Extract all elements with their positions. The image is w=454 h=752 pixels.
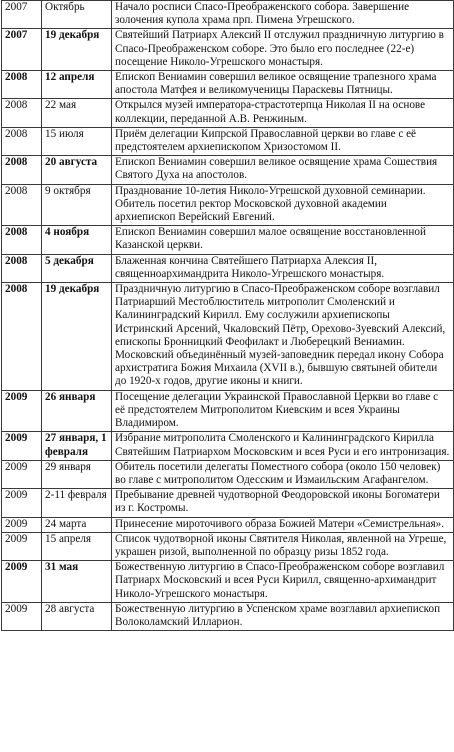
table-row <box>2 254 454 282</box>
year-cell: 2008 <box>2 254 42 282</box>
event-cell: Епископ Вениамин совершил великое освящение трапезного храма апостола Матфея и великомученицы Параскевы Пятницы. <box>112 71 454 99</box>
table-row <box>2 156 454 184</box>
table-row <box>2 29 454 71</box>
event-cell: Епископ Вениамин совершил великое освящение храма Сошествия Святого Духа на апостолов. <box>112 156 454 184</box>
date-cell: 19 декабря <box>42 283 112 391</box>
event-cell: Приём делегации Кипрской Православной церкви во главе с её предстоятелем архиепископом Хризостомом II. <box>112 127 454 155</box>
date-cell: 28 августа <box>42 602 112 630</box>
chronology-body <box>2 1 454 631</box>
date-cell: 15 июля <box>42 127 112 155</box>
year-cell: 2009 <box>2 602 42 630</box>
event-cell: Принесение мироточивого образа Божией Матери «Семистрельная». <box>112 517 454 532</box>
year-cell: 2008 <box>2 184 42 226</box>
event-cell: Блаженная кончина Святейшего Патриарха Алексия II, священноархимандрита Николо-Угрешского монастыря. <box>112 254 454 282</box>
date-cell: 12 апреля <box>42 71 112 99</box>
event-cell: Святейший Патриарх Алексий II отслужил праздничную литургию в Спасо-Преображенском соборе. Это было его последнее (22-е) посещение Николо-Угрешского монастыря. <box>112 29 454 71</box>
table-row <box>2 517 454 532</box>
year-cell: 2009 <box>2 489 42 517</box>
date-cell: 19 декабря <box>42 29 112 71</box>
table-row <box>2 71 454 99</box>
year-cell: 2009 <box>2 532 42 560</box>
table-row <box>2 184 454 226</box>
event-cell: Обитель посетили делегаты Поместного собора (около 150 человек) во главе с митрополитом Одесским и Измаильским Агафангелом. <box>112 460 454 488</box>
table-row <box>2 390 454 432</box>
event-cell: Епископ Вениамин совершил малое освящение восстановленной Казанской церкви. <box>112 226 454 254</box>
date-cell: 24 марта <box>42 517 112 532</box>
table-row <box>2 602 454 630</box>
year-cell: 2009 <box>2 460 42 488</box>
year-cell: 2008 <box>2 283 42 391</box>
year-cell: 2009 <box>2 517 42 532</box>
event-cell: Праздничную литургию в Спасо-Преображенском соборе возглавил Патриарший Местоблюститель митрополит Смоленский и Калининградский Кирилл. Ему сослужили архиепископы Истринский Арсений, Чкаловский Пётр, Орехово-Зуевский Алексий, епископы Бронницкий Феофилакт и Люберецкий Вениамин. Московский объединённый музей-заповедник передал икону Собора архистратига Божия Михаила (XVII в.), бывшую святыней обители до 1920-х годов, другие иконы и книги. <box>112 283 454 391</box>
year-cell: 2008 <box>2 226 42 254</box>
date-cell: 5 декабря <box>42 254 112 282</box>
event-cell: Список чудотворной иконы Святителя Николая, явленной на Угреше, украшен ризой, выполненной по образцу ризы 1852 года. <box>112 532 454 560</box>
event-cell: Божественную литургию в Спасо-Преображенском соборе возглавил Патриарх Московский и всея Руси Кирилл, священно-архимандрит Николо-Угрешского монастыря. <box>112 561 454 603</box>
chronology-table <box>1 0 454 631</box>
table-row <box>2 226 454 254</box>
event-cell: Избрание митрополита Смоленского и Калининградского Кирилла Святейшим Патриархом Московским и всея Руси и его интронизация. <box>112 432 454 460</box>
date-cell: 31 мая <box>42 561 112 603</box>
date-cell: 2-11 февраля <box>42 489 112 517</box>
date-cell: 22 мая <box>42 99 112 127</box>
table-row <box>2 561 454 603</box>
date-cell: 15 апреля <box>42 532 112 560</box>
table-row <box>2 99 454 127</box>
event-cell: Посещение делегации Украинской Православной Церкви во главе с её предстоятелем Митрополитом Киевским и всея Украины Владимиром. <box>112 390 454 432</box>
year-cell: 2007 <box>2 1 42 29</box>
event-cell: Празднование 10-летия Николо-Угрешской духовной семинарии. Обитель посетил ректор Московской духовной академии архиепископ Верейский Евгений. <box>112 184 454 226</box>
date-cell: 27 января, 1 февраля <box>42 432 112 460</box>
date-cell: 29 января <box>42 460 112 488</box>
date-cell: Октябрь <box>42 1 112 29</box>
table-row <box>2 127 454 155</box>
table-row <box>2 432 454 460</box>
year-cell: 2009 <box>2 390 42 432</box>
date-cell: 26 января <box>42 390 112 432</box>
table-row <box>2 1 454 29</box>
event-cell: Пребывание древней чудотворной Феодоровской иконы Богоматери из г. Костромы. <box>112 489 454 517</box>
table-row <box>2 532 454 560</box>
date-cell: 20 августа <box>42 156 112 184</box>
year-cell: 2008 <box>2 127 42 155</box>
date-cell: 9 октября <box>42 184 112 226</box>
event-cell: Божественную литургию в Успенском храме возглавил архиепископ Волоколамский Илларион. <box>112 602 454 630</box>
table-row <box>2 460 454 488</box>
year-cell: 2007 <box>2 29 42 71</box>
date-cell: 4 ноября <box>42 226 112 254</box>
year-cell: 2008 <box>2 99 42 127</box>
year-cell: 2008 <box>2 156 42 184</box>
year-cell: 2008 <box>2 71 42 99</box>
event-cell: Начало росписи Спасо-Преображенского собора. Завершение золочения купола храма прп. Пимена Угрешского. <box>112 1 454 29</box>
table-row <box>2 283 454 391</box>
table-row <box>2 489 454 517</box>
event-cell: Открылся музей императора-страстотерпца Николая II на основе коллекции, переданной А.В. Ренжиным. <box>112 99 454 127</box>
year-cell: 2009 <box>2 561 42 603</box>
year-cell: 2009 <box>2 432 42 460</box>
